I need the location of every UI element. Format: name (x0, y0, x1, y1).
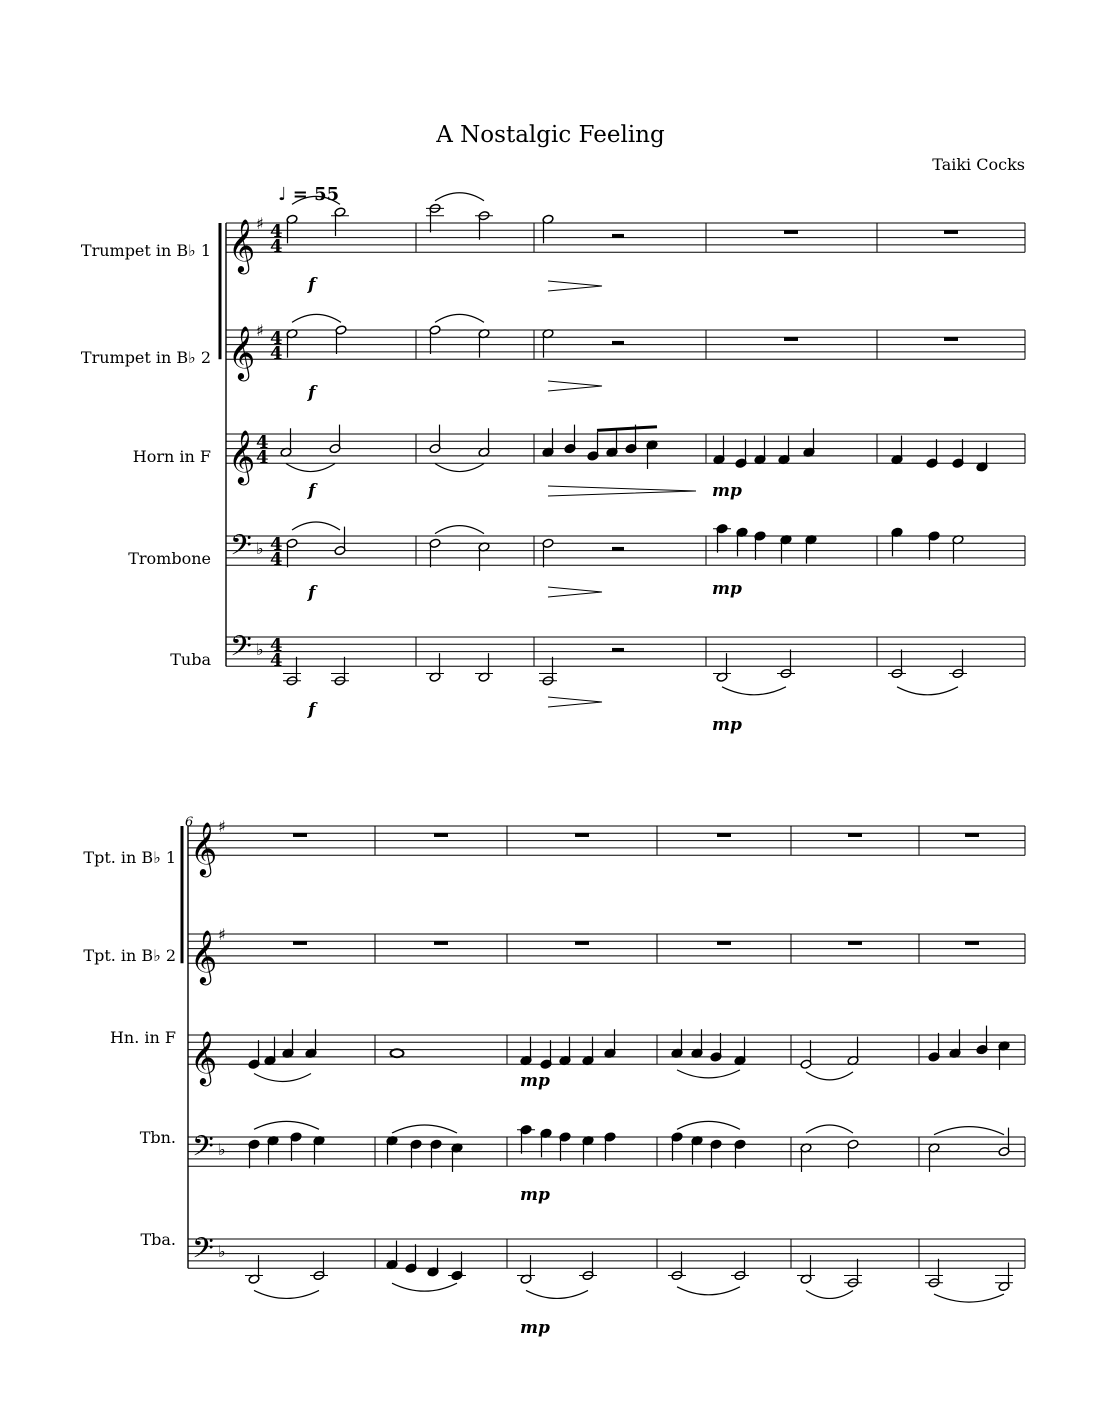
key-signature-sharp: ♯ (256, 214, 264, 233)
slur (254, 1074, 311, 1082)
instrument-label-trumpet-2: Trumpet in B♭ 2 (80, 348, 211, 367)
time-signature-denominator: 4 (270, 549, 283, 570)
whole-rest (944, 337, 958, 341)
instrument-short-trumpet-1: Tpt. in B♭ 1 (83, 848, 176, 867)
bass-clef-icon: 𝄢 (192, 1130, 214, 1170)
instrument-label-trumpet-1: Trumpet in B♭ 1 (80, 241, 211, 260)
treble-clef-icon: 𝄞 (228, 325, 256, 379)
tempo-value: = 55 (292, 184, 340, 205)
slur (254, 1290, 319, 1298)
whole-rest (965, 833, 979, 837)
half-rest (612, 648, 624, 652)
slur (806, 1290, 853, 1298)
whole-rest (784, 230, 798, 234)
key-signature-flat: ♭ (256, 640, 264, 659)
decrescendo-hairpin (548, 697, 602, 707)
slur (526, 1290, 588, 1298)
slur (934, 1294, 1004, 1302)
whole-rest (848, 833, 862, 837)
instrument-short-tuba: Tba. (140, 1230, 176, 1249)
half-rest (612, 547, 624, 551)
bass-clef-icon: 𝄢 (230, 630, 252, 670)
slur (254, 1121, 319, 1129)
instrument-label-trombone: Trombone (128, 549, 211, 568)
measure-number: 6 (185, 815, 194, 830)
dynamic-mezzo-piano: mp (712, 579, 742, 599)
decrescendo-hairpin (548, 486, 696, 496)
whole-rest (784, 337, 798, 341)
whole-rest (944, 230, 958, 234)
slur (435, 193, 484, 201)
slur (677, 1070, 740, 1078)
key-signature-flat: ♭ (218, 1140, 226, 1159)
slur (897, 687, 958, 695)
time-signature-numerator: 4 (270, 635, 283, 656)
decrescendo-hairpin (548, 587, 602, 597)
instrument-short-horn: Hn. in F (109, 1028, 176, 1047)
time-signature-numerator: 4 (270, 534, 283, 555)
slur (677, 1287, 740, 1295)
slur (806, 1125, 853, 1133)
quarter-note-icon: ♩ (278, 184, 287, 205)
instrument-short-trombone: Tbn. (139, 1128, 176, 1147)
treble-clef-icon: 𝄞 (190, 929, 218, 983)
dynamic-forte: f (308, 700, 316, 720)
half-rest (612, 341, 624, 345)
dynamic-mezzo-piano: mp (520, 1185, 550, 1205)
time-signature-numerator: 4 (270, 328, 283, 349)
time-signature-numerator: 4 (270, 221, 283, 242)
composer-name: Taiki Cocks (932, 155, 1025, 174)
time-signature-denominator: 4 (256, 447, 269, 468)
whole-rest (575, 941, 589, 945)
treble-clef-icon: 𝄞 (190, 821, 218, 875)
dynamic-forte: f (308, 481, 316, 501)
dynamic-mezzo-piano: mp (520, 1318, 550, 1338)
whole-rest (434, 941, 448, 945)
whole-rest (848, 941, 862, 945)
slur (292, 196, 340, 204)
dynamic-mezzo-piano: mp (712, 715, 742, 735)
slur (292, 522, 340, 530)
score-title: A Nostalgic Feeling (436, 122, 665, 148)
decrescendo-hairpin (548, 281, 602, 291)
slur (435, 464, 484, 472)
whole-rest (717, 833, 731, 837)
key-signature-flat: ♭ (218, 1242, 226, 1261)
instrument-label-horn: Horn in F (132, 447, 211, 466)
bass-clef-icon: 𝄢 (230, 529, 252, 569)
slur (392, 1125, 457, 1133)
slur (435, 526, 484, 534)
treble-clef-icon: 𝄞 (190, 1030, 218, 1084)
key-signature-flat: ♭ (256, 539, 264, 558)
time-signature-denominator: 4 (270, 650, 283, 671)
slur (806, 1072, 853, 1080)
dynamic-forte: f (308, 275, 316, 295)
bass-clef-icon: 𝄢 (192, 1232, 214, 1272)
whole-note (391, 1049, 404, 1057)
whole-rest (293, 941, 307, 945)
slur (286, 464, 335, 472)
whole-rest (575, 833, 589, 837)
dynamic-forte: f (308, 583, 316, 603)
slur (677, 1121, 740, 1129)
whole-rest (293, 833, 307, 837)
dynamic-forte: f (308, 383, 316, 403)
dynamic-mezzo-piano: mp (520, 1071, 550, 1091)
slur (292, 314, 341, 322)
dynamic-mezzo-piano: mp (712, 481, 742, 501)
key-signature-sharp: ♯ (256, 321, 264, 340)
slur (435, 314, 484, 322)
decrescendo-hairpin (548, 381, 602, 391)
time-signature-numerator: 4 (256, 432, 269, 453)
whole-rest (965, 941, 979, 945)
treble-clef-icon: 𝄞 (228, 218, 256, 272)
instrument-label-tuba: Tuba (170, 650, 211, 669)
instrument-short-trumpet-2: Tpt. in B♭ 2 (83, 946, 176, 965)
eighth-beam (597, 427, 657, 431)
slur (722, 687, 786, 695)
key-signature-sharp: ♯ (218, 925, 226, 944)
key-signature-sharp: ♯ (218, 817, 226, 836)
treble-clef-icon: 𝄞 (228, 429, 256, 483)
half-rest (612, 234, 624, 238)
time-signature-denominator: 4 (270, 236, 283, 257)
slur (392, 1283, 457, 1291)
whole-rest (717, 941, 731, 945)
slur (934, 1127, 1004, 1135)
time-signature-denominator: 4 (270, 343, 283, 364)
whole-rest (434, 833, 448, 837)
